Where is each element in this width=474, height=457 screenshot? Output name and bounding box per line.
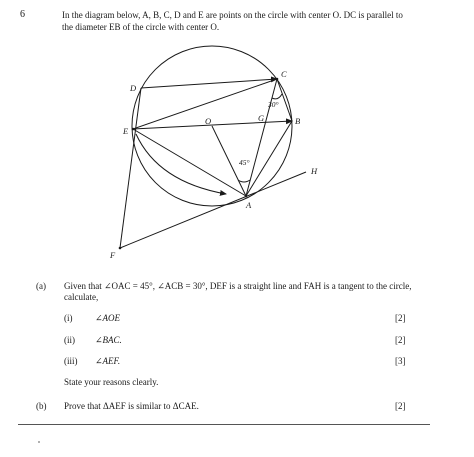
part-a-label: (a) bbox=[36, 281, 46, 291]
line-def bbox=[120, 88, 141, 248]
item-i-marks: [2] bbox=[395, 313, 406, 323]
angle-acb-arc bbox=[272, 94, 282, 99]
label-g: G bbox=[258, 113, 265, 123]
page-speck bbox=[38, 441, 40, 443]
item-iii-marks: [3] bbox=[395, 356, 406, 366]
point-a bbox=[245, 195, 248, 198]
item-ii-text: ∠BAC. bbox=[95, 335, 122, 345]
reasons-instruction: State your reasons clearly. bbox=[64, 377, 159, 387]
chord-dc bbox=[141, 79, 277, 88]
tangent-fah bbox=[120, 172, 306, 248]
part-b-marks: [2] bbox=[395, 401, 406, 411]
point-f bbox=[119, 247, 122, 250]
arc-ea bbox=[136, 134, 226, 194]
label-h: H bbox=[311, 166, 318, 176]
label-o: O bbox=[205, 116, 212, 126]
item-i-text: ∠AOE bbox=[95, 313, 121, 323]
angle-acb-label: 30° bbox=[268, 100, 279, 109]
item-iii-label: (iii) bbox=[64, 356, 78, 366]
label-b: B bbox=[295, 116, 301, 126]
bottom-rule bbox=[18, 424, 430, 425]
line-cb bbox=[277, 79, 292, 121]
line-ea bbox=[133, 129, 246, 196]
item-i-label: (i) bbox=[64, 313, 73, 323]
label-f: F bbox=[110, 250, 116, 260]
point-e bbox=[132, 128, 135, 131]
label-c: C bbox=[281, 69, 287, 79]
part-b-text: Prove that ΔAEF is similar to ΔCAE. bbox=[64, 401, 199, 411]
part-b-label: (b) bbox=[36, 401, 47, 411]
angle-oac-label: 45° bbox=[239, 158, 250, 167]
question-intro-line-2: the diameter EB of the circle with center O. bbox=[62, 22, 220, 32]
question-number: 6 bbox=[20, 9, 25, 20]
item-ii-marks: [2] bbox=[395, 335, 406, 345]
part-a-line-1: Given that ∠OAC = 45°, ∠ACB = 30°, DEF is a straight line and FAH is a tangent to the circle, bbox=[64, 281, 412, 291]
point-c bbox=[276, 78, 279, 81]
label-e: E bbox=[123, 126, 129, 136]
angle-oac-arc bbox=[238, 180, 250, 182]
label-d: D bbox=[130, 83, 137, 93]
part-a-text bbox=[64, 281, 411, 303]
label-a: A bbox=[246, 200, 252, 210]
part-a-line-2: calculate, bbox=[64, 292, 99, 302]
item-iii-text: ∠AEF. bbox=[95, 356, 121, 366]
item-ii-label: (ii) bbox=[64, 335, 75, 345]
question-intro-line-1: In the diagram below, A, B, C, D and E are points on the circle with center O. DC is parallel to bbox=[62, 10, 403, 20]
